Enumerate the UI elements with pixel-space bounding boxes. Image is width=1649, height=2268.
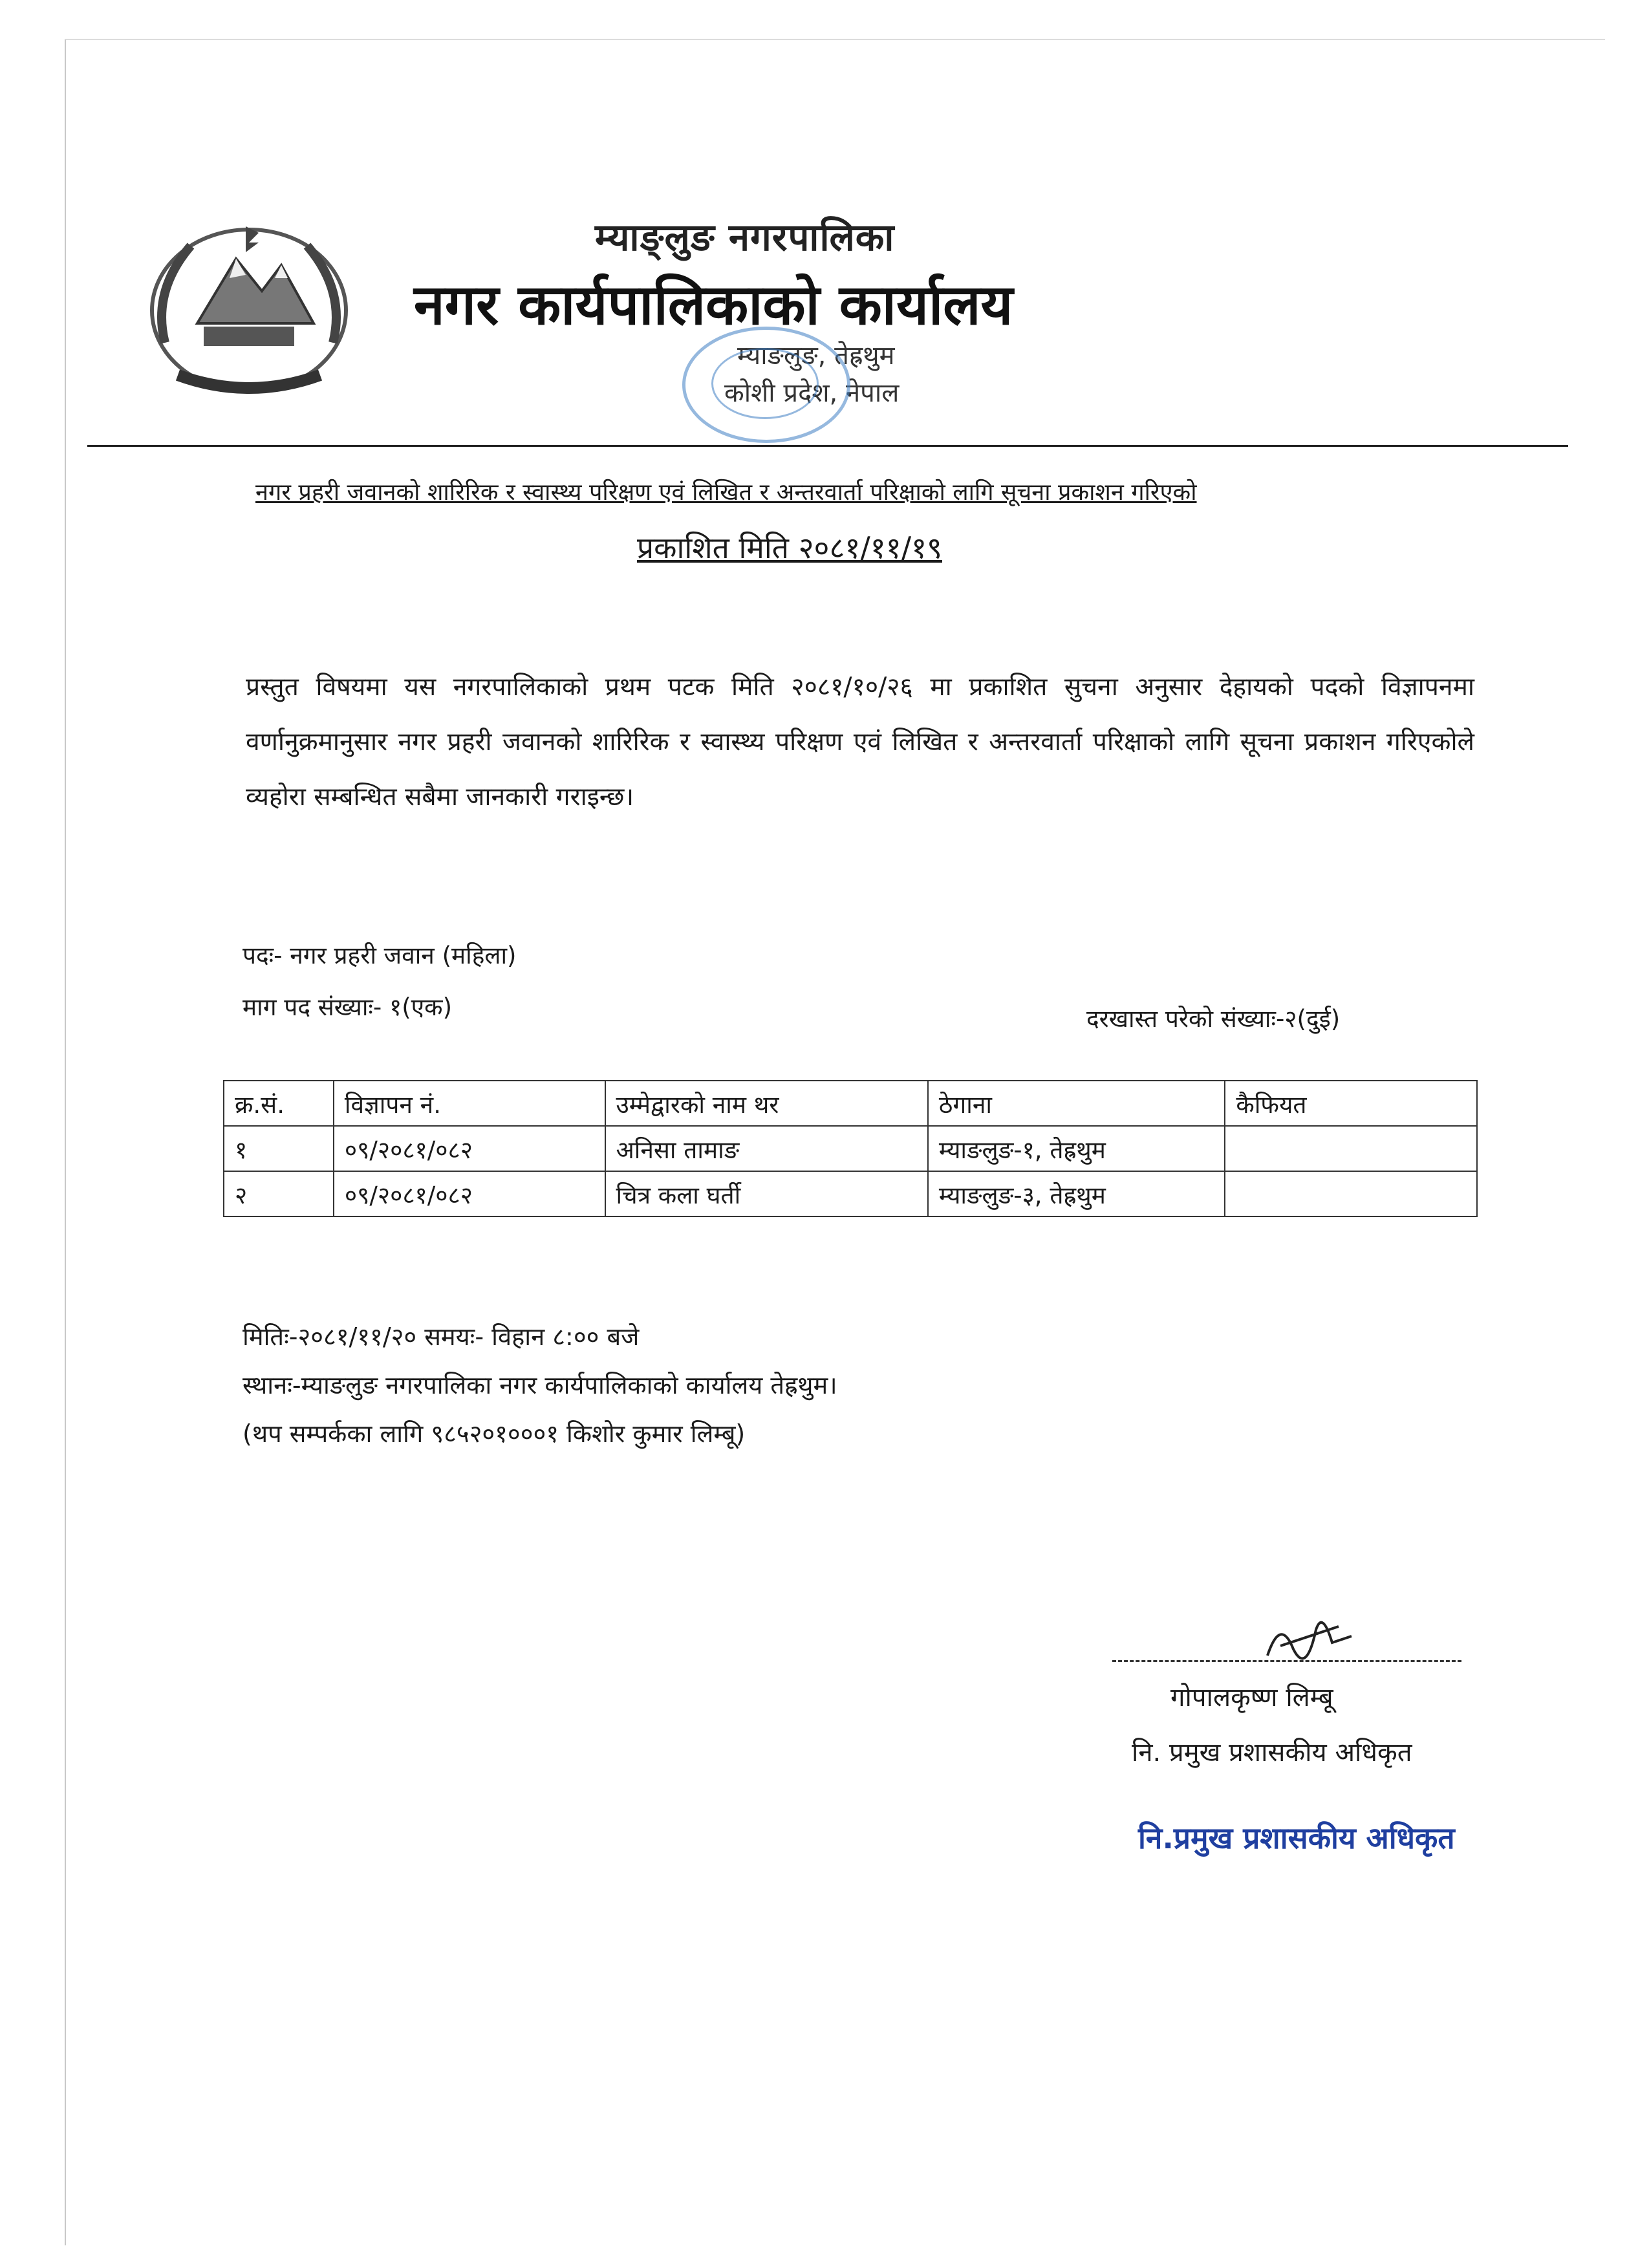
signatory-name: गोपालकृष्ण लिम्बू [1170,1683,1333,1712]
exam-venue: स्थानः-म्याङलुङ नगरपालिका नगर कार्यपालिकाको कार्यालय तेह्रथुम। [242,1371,837,1399]
post-name: पदः- नगर प्रहरी जवान (महिला) [242,942,517,969]
header-address: ठेगाना [928,1081,1225,1126]
notice-subject: नगर प्रहरी जवानको शारिरिक र स्वास्थ्य परिक्षण एवं लिखित र अन्तरवार्ता परिक्षाको लागि सूचना प्रकाशन गरिएको [255,479,1197,506]
signatory-stamp: नि.प्रमुख प्रशासकीय अधिकृत [1138,1820,1455,1855]
signature-icon [1255,1610,1364,1681]
cell-candidate-name: चित्र कला घर्ती [605,1171,928,1216]
office-location: म्याङलुङ, तेह्रथुम [737,341,895,371]
cell-candidate-name: अनिसा तामाङ [605,1126,928,1171]
candidate-table [223,1080,1478,1217]
cell-address: म्याङलुङ-१, तेह्रथुम [928,1126,1225,1171]
demand-count: माग पद संख्याः- १(एक) [242,993,452,1021]
office-title: नगर कार्यपालिकाको कार्यालय [414,273,1013,338]
table-header-row [224,1081,1477,1126]
exam-date-time: मितिः-२०८१/११/२० समयः- विहान ८:०० बजे [242,1323,640,1351]
header-candidate-name: उम्मेद्वारको नाम थर [605,1081,928,1126]
signature-line [1112,1660,1461,1662]
cell-serial: २ [224,1171,334,1216]
cell-ad-number: ०९/२०८१/०८२ [334,1126,605,1171]
cell-ad-number: ०९/२०८१/०८२ [334,1171,605,1216]
notice-body: प्रस्तुत विषयमा यस नगरपालिकाको प्रथम पटक मिति २०८१/१०/२६ मा प्रकाशित सुचना अनुसार देहायको पदको विज्ञापनमा वर्णानुक्रमानुसार नगर प्रहरी जवानको शारिरिक र स्वास्थ्य परिक्षण एवं लिखित र अन्तरवार्ता परिक्षाको लागि सूचना प्रकाशन गरिएकोले व्यहोरा सम्बन्धित सबैमा जानकारी गराइन्छ। [246,673,1474,812]
header-divider [87,445,1568,447]
header-remarks: कैफियत [1225,1081,1477,1126]
office-stamp-icon [682,327,850,443]
cell-address: म्याङलुङ-३, तेह्रथुम [928,1171,1225,1216]
header-ad-number: विज्ञापन नं. [334,1081,605,1126]
nepal-emblem-icon [139,213,359,401]
published-date: प्रकाशित मिति २०८१/११/१९ [637,530,942,565]
header-serial: क्र.सं. [224,1081,334,1126]
cell-remarks [1225,1126,1477,1171]
table-row [224,1171,1477,1216]
office-province: कोशी प्रदेश, नेपाल [724,378,900,408]
contact-info: (थप सम्पर्कका लागि ९८५२०१०००१ किशोर कुमार लिम्बू) [242,1420,746,1448]
municipality-name: म्याङ्लुङ नगरपालिका [595,215,895,259]
cell-serial: १ [224,1126,334,1171]
table-row [224,1126,1477,1171]
applied-count: दरखास्त परेको संख्याः-२(दुई) [1086,1005,1341,1033]
cell-remarks [1225,1171,1477,1216]
signatory-title: नि. प्रमुख प्रशासकीय अधिकृत [1132,1738,1412,1767]
